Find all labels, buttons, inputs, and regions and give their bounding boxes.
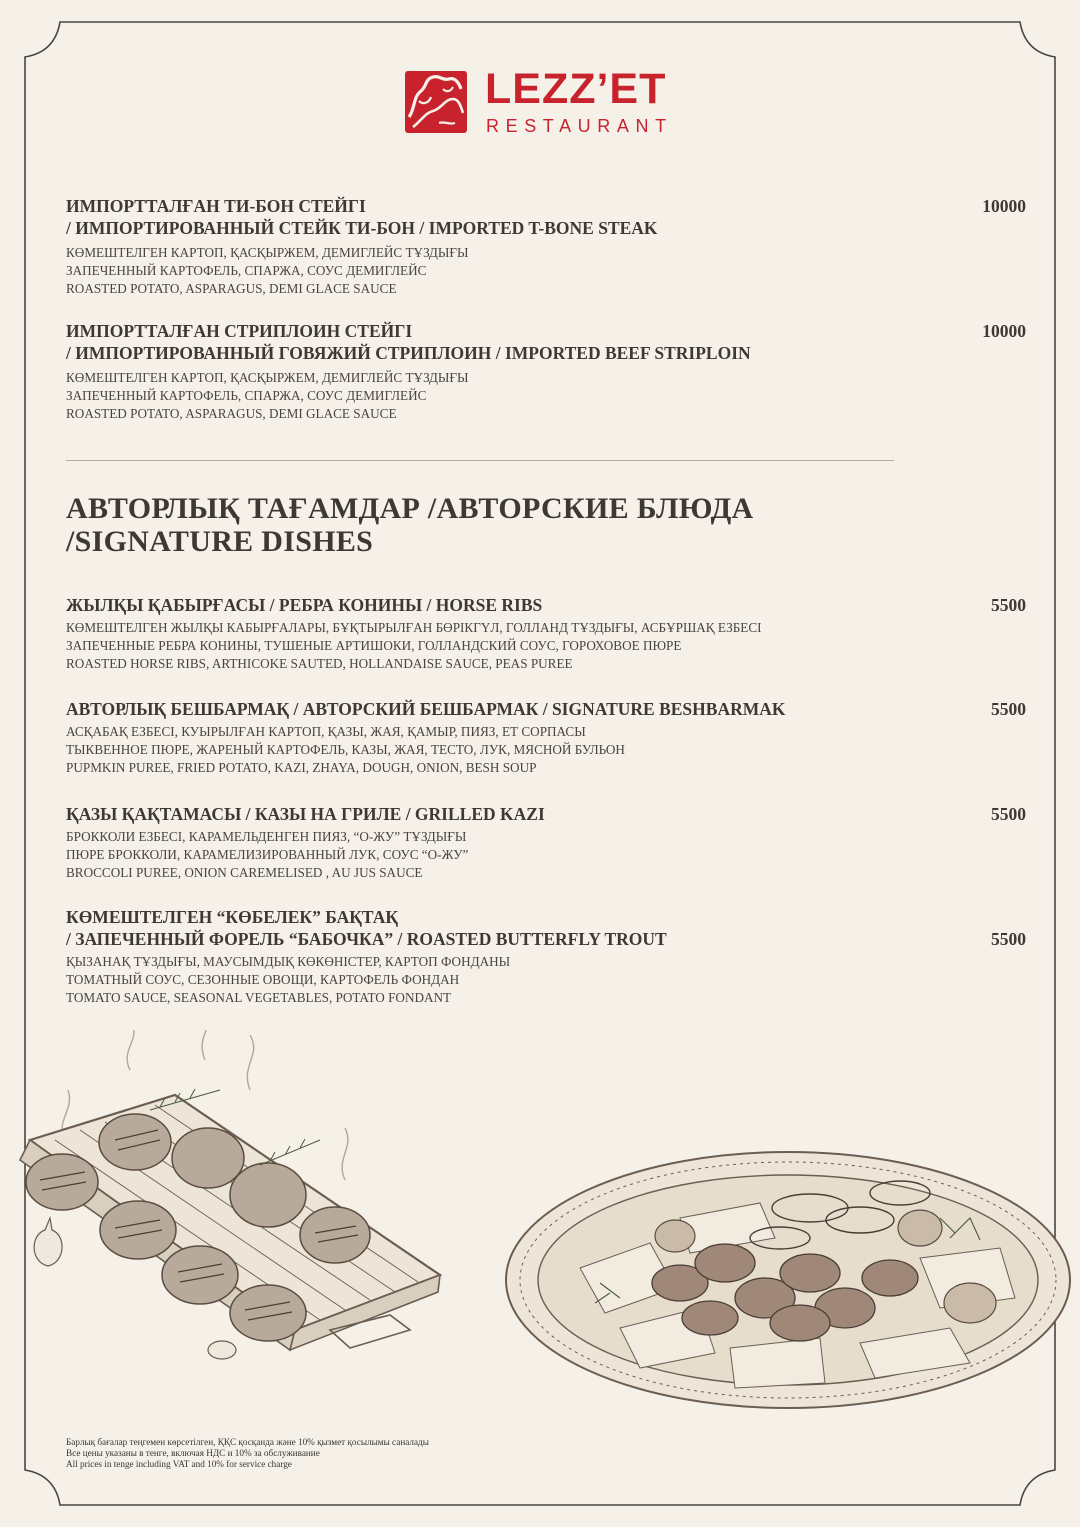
section-title-line2: /SIGNATURE DISHES bbox=[66, 525, 374, 558]
item-desc-en: ROASTED POTATO, ASPARAGUS, DEMI GLACE SAUCE bbox=[66, 406, 397, 422]
section-divider bbox=[66, 460, 894, 461]
brand-name: LEZZ’ET bbox=[485, 65, 667, 113]
price-note-en: All prices in tenge including VAT and 10% for service charge bbox=[66, 1459, 292, 1469]
item-desc-ru: ТЫКВЕННОЕ ПЮРЕ, ЖАРЕНЫЙ КАРТОФЕЛЬ, КАЗЫ, ЖАЯ, ТЕСТО, ЛУК, МЯСНОЙ БУЛЬОН bbox=[66, 742, 625, 758]
menu-item bbox=[66, 906, 1026, 1008]
item-name: КӨМЕШТЕЛГЕН “КӨБЕЛЕК” БАҚТАҚ bbox=[66, 907, 399, 927]
item-desc-ru: ТОМАТНЫЙ СОУС, СЕЗОННЫЕ ОВОЩИ, КАРТОФЕЛЬ ФОНДАН bbox=[66, 972, 460, 988]
item-desc-kz: АСҚАБАҚ ЕЗБЕСІ, КУЫРЫЛҒАН КАРТОП, ҚАЗЫ, ЖАЯ, ҚАМЫР, ПИЯЗ, ЕТ СОРПАСЫ bbox=[66, 724, 586, 739]
item-price: 5500 bbox=[991, 804, 1026, 824]
item-desc-ru: ЗАПЕЧЕННЫЙ КАРТОФЕЛЬ, СПАРЖА, СОУС ДЕМИГЛЕЙС bbox=[66, 263, 427, 279]
item-price: 10000 bbox=[982, 321, 1026, 341]
item-price: 10000 bbox=[982, 196, 1026, 216]
item-name: ИМПОРТТАЛҒАН СТРИПЛОИН СТЕЙГІ bbox=[66, 321, 413, 341]
brand-subtitle: RESTAURANT bbox=[486, 116, 673, 136]
item-desc-en: BROCCOLI PUREE, ONION CAREMELISED , AU JUS SAUCE bbox=[66, 865, 423, 881]
item-desc-ru: ЗАПЕЧЕННЫЙ КАРТОФЕЛЬ, СПАРЖА, СОУС ДЕМИГЛЕЙС bbox=[66, 388, 427, 404]
item-name-translation: / ИМПОРТИРОВАННЫЙ СТЕЙК ТИ-БОН / IMPORTED T-BONE STEAK bbox=[66, 218, 658, 238]
item-desc-kz: ҚЫЗАНАҚ ТҰЗДЫҒЫ, МАУСЫМДЫҚ КӨКӨНІСТЕР, КАРТОП ФОНДАНЫ bbox=[66, 954, 511, 969]
item-desc-en: ROASTED POTATO, ASPARAGUS, DEMI GLACE SAUCE bbox=[66, 281, 397, 297]
steak-logo-icon bbox=[403, 69, 469, 135]
menu-item bbox=[66, 320, 1026, 424]
item-price: 5500 bbox=[991, 595, 1026, 615]
item-desc-en: ROASTED HORSE RIBS, ARTHICOKE SAUTED, HOLLANDAISE SAUCE, PEAS PUREE bbox=[66, 656, 573, 672]
item-desc-kz: КӨМЕШТЕЛГЕН КАРТОП, ҚАСҚЫРЖЕМ, ДЕМИГЛЕЙС ТҰЗДЫҒЫ bbox=[66, 245, 469, 260]
price-note bbox=[66, 1437, 429, 1470]
item-name: ҚАЗЫ ҚАҚТАМАСЫ / КАЗЫ НА ГРИЛЕ / GRILLED KAZI bbox=[66, 804, 545, 824]
item-name-translation: / ИМПОРТИРОВАННЫЙ ГОВЯЖИЙ СТРИПЛОИН / IMPORTED BEEF STRIPLOIN bbox=[66, 343, 751, 363]
section-title-line1: АВТОРЛЫҚ ТАҒАМДАР /АВТОРСКИЕ БЛЮДА bbox=[66, 492, 754, 525]
menu-item bbox=[66, 803, 1026, 883]
item-desc-en: PUPMKIN PUREE, FRIED POTATO, KAZI, ZHAYA, DOUGH, ONION, BESH SOUP bbox=[66, 760, 537, 776]
item-desc-en: TOMATO SAUCE, SEASONAL VEGETABLES, POTATO FONDANT bbox=[66, 990, 452, 1006]
menu-item bbox=[66, 195, 1026, 299]
price-note-kz: Барлық бағалар теңгемен көрсетілген, ҚҚС қосқанда және 10% қызмет қосылымы саналады bbox=[66, 1437, 429, 1447]
item-desc-kz: КӨМЕШТЕЛГЕН ЖЫЛҚЫ КАБЫРҒАЛАРЫ, БҰҚТЫРЫЛҒАН БӨРІКГҮЛ, ГОЛЛАНД ТҰЗДЫҒЫ, АСБҰРШАҚ ЕЗБЕСІ bbox=[66, 620, 762, 635]
item-name: ИМПОРТТАЛҒАН ТИ-БОН СТЕЙГІ bbox=[66, 196, 366, 216]
item-price: 5500 bbox=[991, 699, 1026, 719]
item-desc-kz: КӨМЕШТЕЛГЕН КАРТОП, ҚАСҚЫРЖЕМ, ДЕМИГЛЕЙС ТҰЗДЫҒЫ bbox=[66, 370, 469, 385]
item-name: ЖЫЛҚЫ ҚАБЫРҒАСЫ / РЕБРА КОНИНЫ / HORSE RIBS bbox=[66, 595, 543, 615]
grilled-kazi-illustration bbox=[0, 1030, 460, 1360]
menu-item bbox=[66, 594, 1026, 674]
price-note-ru: Все цены указаны в тенге, включая НДС и 10% за обслуживание bbox=[66, 1448, 320, 1458]
item-desc-ru: ЗАПЕЧЕННЫЕ РЕБРА КОНИНЫ, ТУШЕНЫЕ АРТИШОКИ, ГОЛЛАНДСКИЙ СОУС, ГОРОХОВОЕ ПЮРЕ bbox=[66, 638, 682, 654]
section-title bbox=[66, 492, 754, 558]
item-desc-ru: ПЮРЕ БРОККОЛИ, КАРАМЕЛИЗИРОВАННЫЙ ЛУК, СОУС “О-ЖУ” bbox=[66, 847, 469, 863]
beshbarmak-plate-illustration bbox=[500, 1148, 1080, 1413]
item-price: 5500 bbox=[991, 929, 1026, 949]
restaurant-logo bbox=[403, 65, 678, 138]
item-desc-kz: БРОККОЛИ ЕЗБЕСІ, КАРАМЕЛЬДЕНГЕН ПИЯЗ, “О-ЖУ” ТҰЗДЫҒЫ bbox=[66, 829, 467, 844]
item-name-translation: / ЗАПЕЧЕННЫЙ ФОРЕЛЬ “БАБОЧКА” / ROASTED BUTTERFLY TROUT bbox=[66, 929, 667, 949]
menu-item bbox=[66, 698, 1026, 778]
item-name: АВТОРЛЫҚ БЕШБАРМАҚ / АВТОРСКИЙ БЕШБАРМАК / SIGNATURE BESHBARMAK bbox=[66, 699, 786, 719]
